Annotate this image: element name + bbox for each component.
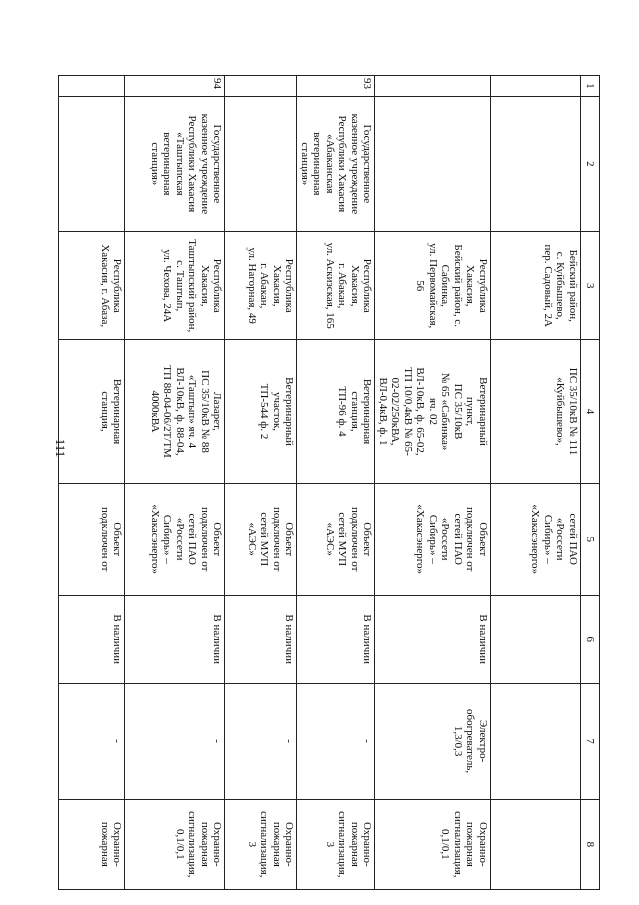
cell-org: Государственное казенное учреждение Республики Хакасия «Абаканская ветеринарная станция» [297, 96, 375, 231]
header-col-7: 7 [581, 683, 600, 799]
cell-avail [491, 595, 581, 683]
table-row [375, 76, 491, 890]
cell-heating [491, 683, 581, 799]
header-col-8: 8 [581, 799, 600, 889]
cell-heating: - [59, 683, 125, 799]
cell-source: Объект подключен от [59, 483, 125, 595]
cell-power: ПС 35/10кВ № 111 «Куйбышево», [491, 340, 581, 483]
cell-num [225, 76, 297, 97]
cell-power: Ветеринарный участок, ТП-544 ф. 2 [225, 340, 297, 483]
cell-heating: - [297, 683, 375, 799]
cell-heating: - [125, 683, 225, 799]
cell-source: Объект подключен от сетей ПАО «Россети Сибирь» – «Хакасэнерго» [125, 483, 225, 595]
header-col-6: 6 [581, 595, 600, 683]
cell-power: Лазарет, ПС 35/10кВ № 88 «Таштып» яч. 4 ВЛ-10кВ, ф. 88-04, ТП 88-04-06/2Т/ТМ 4000кВА [125, 340, 225, 483]
cell-org: Государственное казенное учреждение Республики Хакасия «Таштыпская ветеринарная станция» [125, 96, 225, 231]
cell-heating: - [225, 683, 297, 799]
cell-addr: Республика Хакасия, г. Абаза, [59, 232, 125, 340]
cell-avail: В наличии [375, 595, 491, 683]
table-row [491, 76, 581, 890]
facilities-table [59, 75, 601, 890]
cell-source: Объект подключен от сетей МУП «АЭС» [297, 483, 375, 595]
cell-avail: В наличии [297, 595, 375, 683]
cell-num: 93 [297, 76, 375, 97]
cell-alarm: Охранно- пожарная сигнализация, 0,1/0,1 [125, 799, 225, 889]
cell-num: 94 [125, 76, 225, 97]
cell-avail: В наличии [59, 595, 125, 683]
cell-power: Ветеринарная станция, [59, 340, 125, 483]
cell-alarm [491, 799, 581, 889]
header-col-2: 2 [581, 96, 600, 231]
cell-power: Ветеринарная станция, ТП-96 ф. 4 [297, 340, 375, 483]
cell-num [491, 76, 581, 97]
cell-source: сетей ПАО «Россети Сибирь» – «Хакасэнерго» [491, 483, 581, 595]
cell-addr: Республика Хакасия, Таштыпский район, с. Таштып, ул. Чехова, 24А [125, 232, 225, 340]
cell-org [375, 96, 491, 231]
table-row [125, 76, 225, 890]
table-row [225, 76, 297, 890]
cell-org [225, 96, 297, 231]
header-col-4: 4 [581, 340, 600, 483]
cell-avail: В наличии [225, 595, 297, 683]
table-row [59, 76, 125, 890]
table-rotated-wrapper [100, 75, 600, 890]
header-col-5: 5 [581, 483, 600, 595]
header-row [581, 76, 600, 890]
cell-addr: Республика Хакасия, г. Абакан, ул. Аскизская, 165 [297, 232, 375, 340]
cell-power: Ветеринарный пункт, ПС 35/10кВ № 65 «Сабинка» яч. 02 ВЛ-10кВ, ф. 65-02, ТП 10/0,4кВ № 65- 02-02/250кВА, ВЛ-0,4кВ, ф. 1 [375, 340, 491, 483]
cell-source: Объект подключен от сетей ПАО «Россети Сибирь» – «Хакасэнерго» [375, 483, 491, 595]
cell-addr: Бейский район, с. Куйбышево, пер. Садовый, 2А [491, 232, 581, 340]
page-number: 111 [53, 438, 68, 458]
header-col-3: 3 [581, 232, 600, 340]
header-col-1: 1 [581, 76, 600, 97]
table-body [59, 76, 581, 890]
cell-avail: В наличии [125, 595, 225, 683]
cell-alarm: Охранно- пожарная [59, 799, 125, 889]
cell-num [59, 76, 125, 97]
cell-num [375, 76, 491, 97]
table-rotation [100, 75, 600, 890]
cell-addr: Республика Хакасия, Бейский район, с. Сабинка, ул. Первомайская, 56 [375, 232, 491, 340]
table-row [297, 76, 375, 890]
cell-alarm: Охранно- пожарная сигнализация, 0,1/0,1 [375, 799, 491, 889]
cell-heating: Электро- обогреватель, 1,3/0,3 [375, 683, 491, 799]
cell-addr: Республика Хакасия, г. Абакан, ул. Нагорная, 49 [225, 232, 297, 340]
cell-source: Объект подключен от сетей МУП «АЭС» [225, 483, 297, 595]
cell-org [491, 96, 581, 231]
cell-org [59, 96, 125, 231]
cell-alarm: Охранно- пожарная сигнализация, 3 [297, 799, 375, 889]
cell-alarm: Охранно- пожарная сигнализация, 3 [225, 799, 297, 889]
